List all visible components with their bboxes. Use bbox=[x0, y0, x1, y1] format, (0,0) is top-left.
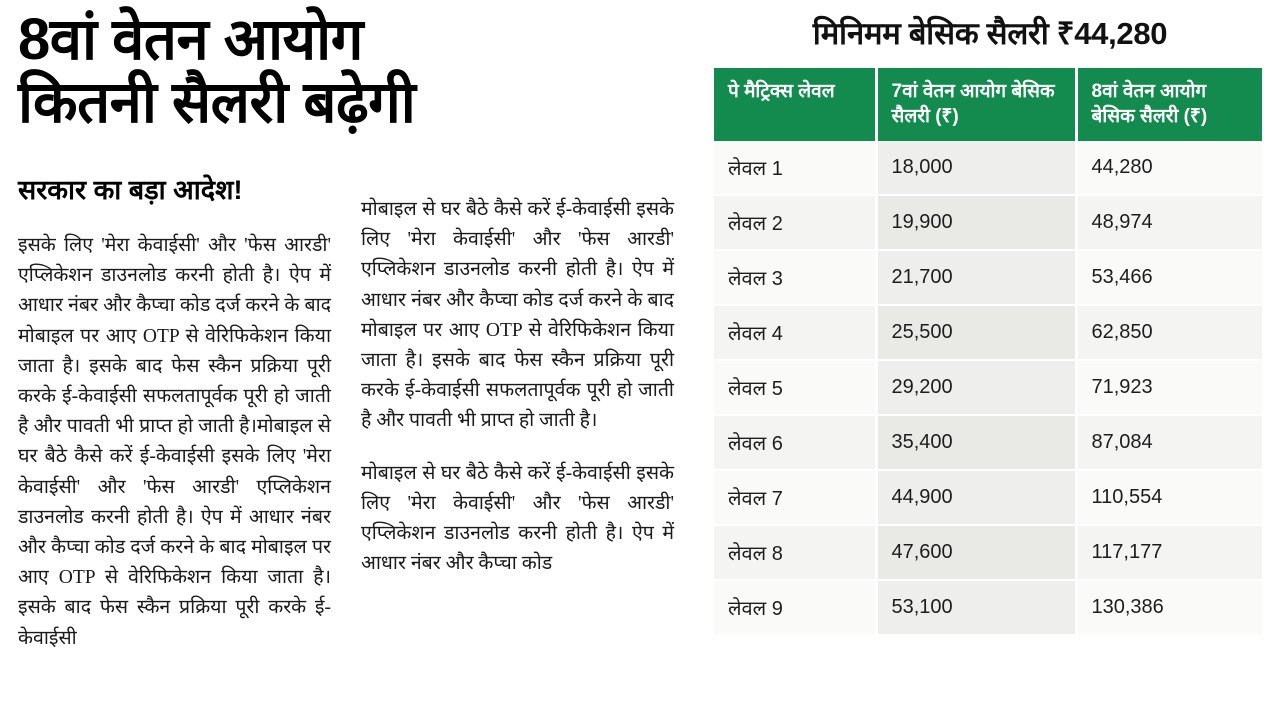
cell-level: लेवल 4 bbox=[714, 305, 876, 360]
pay-matrix-table bbox=[714, 68, 1262, 636]
cell-level: लेवल 1 bbox=[714, 141, 876, 195]
headline-line-2: कितनी सैलरी बढ़ेगी bbox=[18, 69, 416, 135]
table-row bbox=[714, 580, 1262, 635]
cell-7cpc: 44,900 bbox=[876, 470, 1076, 525]
article-body bbox=[18, 198, 674, 676]
table-row bbox=[714, 360, 1262, 415]
table-row bbox=[714, 250, 1262, 305]
table-row bbox=[714, 195, 1262, 250]
body-paragraph: मोबाइल से घर बैठे कैसे करें ई-केवाईसी इसके लिए 'मेरा केवाईसी' और 'फेस आरडी' एप्लिकेशन डाउनलोड करनी होती है। ऐप में आधार नंबर और कैप्चा कोड दर्ज करने के बाद मोबाइल पर आए OTP से वेरिफिकेशन किया जाता है। इसके बाद फेस स्कैन प्रक्रिया पूरी करके ई-केवाईसी सफलतापूर्वक पूरी हो जाती है और पावती भी प्राप्त हो जाती है। bbox=[361, 198, 674, 432]
cell-level: लेवल 2 bbox=[714, 195, 876, 250]
cell-8cpc: 53,466 bbox=[1076, 250, 1262, 305]
salary-table-panel bbox=[700, 0, 1280, 720]
cell-7cpc: 21,700 bbox=[876, 250, 1076, 305]
headline-line-1: 8वां वेतन आयोग bbox=[18, 7, 363, 72]
column-header-8cpc: 8वां वेतन आयोग बेसिक सैलरी (₹) bbox=[1076, 68, 1262, 141]
cell-level: लेवल 6 bbox=[714, 415, 876, 470]
table-row bbox=[714, 141, 1262, 195]
cell-7cpc: 47,600 bbox=[876, 525, 1076, 580]
cell-8cpc: 87,084 bbox=[1076, 415, 1262, 470]
cell-level: लेवल 8 bbox=[714, 525, 876, 580]
cell-level: लेवल 7 bbox=[714, 470, 876, 525]
article-subheading: सरकार का बड़ा आदेश! bbox=[18, 174, 243, 205]
table-row bbox=[714, 305, 1262, 360]
table-header-row bbox=[714, 68, 1262, 141]
cell-8cpc: 117,177 bbox=[1076, 525, 1262, 580]
body-paragraph: इसके लिए 'मेरा केवाईसी' और 'फेस आरडी' एप्लिकेशन डाउनलोड करनी होती है। ऐप में आधार नंबर और कैप्चा कोड दर्ज करने के बाद मोबाइल पर आए OTP से वेरिफिकेशन किया जाता है। इसके बाद फेस स्कैन प्रक्रिया पूरी करके ई-केवाईसी सफलतापूर्वक पूरी हो जाती है और पावती भी प्राप्त हो जाती है।मोबाइल से घर बैठे कैसे करें ई-केवाईसी इसके लिए 'मेरा केवाईसी' और 'फेस आरडी' एप्लिकेशन डाउनलोड करनी होती है। ऐप में आधार नंबर और कैप्चा कोड दर्ज करने के बाद मोबाइल पर आए OTP से वेरिफिकेशन किया जाता है। इसके बाद फेस स्कैन प्रक्रिया पूरी करके ई-केवाईसी bbox=[18, 234, 331, 649]
cell-7cpc: 35,400 bbox=[876, 415, 1076, 470]
page-title bbox=[18, 7, 674, 136]
cell-7cpc: 53,100 bbox=[876, 580, 1076, 635]
cell-8cpc: 48,974 bbox=[1076, 195, 1262, 250]
cell-level: लेवल 9 bbox=[714, 580, 876, 635]
body-column-1 bbox=[18, 231, 331, 676]
table-row bbox=[714, 525, 1262, 580]
panel-title: मिनिमम बेसिक सैलरी ₹44,280 bbox=[812, 16, 1168, 51]
body-paragraph: मोबाइल से घर बैठे कैसे करें ई-केवाईसी इसके लिए 'मेरा केवाईसी' और 'फेस आरडी' एप्लिकेशन डाउनलोड करनी होती है। ऐप में आधार नंबर और कैप्चा कोड bbox=[361, 462, 674, 575]
cell-7cpc: 29,200 bbox=[876, 360, 1076, 415]
cell-8cpc: 110,554 bbox=[1076, 470, 1262, 525]
table-row bbox=[714, 470, 1262, 525]
cell-level: लेवल 3 bbox=[714, 250, 876, 305]
cell-7cpc: 18,000 bbox=[876, 141, 1076, 195]
column-header-7cpc: 7वां वेतन आयोग बेसिक सैलरी (₹) bbox=[876, 68, 1076, 141]
cell-7cpc: 25,500 bbox=[876, 305, 1076, 360]
table-row bbox=[714, 415, 1262, 470]
cell-8cpc: 62,850 bbox=[1076, 305, 1262, 360]
column-header-level: पे मैट्रिक्स लेवल bbox=[714, 68, 876, 141]
cell-8cpc: 71,923 bbox=[1076, 360, 1262, 415]
cell-8cpc: 130,386 bbox=[1076, 580, 1262, 635]
cell-8cpc: 44,280 bbox=[1076, 141, 1262, 195]
cell-7cpc: 19,900 bbox=[876, 195, 1076, 250]
cell-level: लेवल 5 bbox=[714, 360, 876, 415]
body-column-2 bbox=[361, 195, 674, 676]
